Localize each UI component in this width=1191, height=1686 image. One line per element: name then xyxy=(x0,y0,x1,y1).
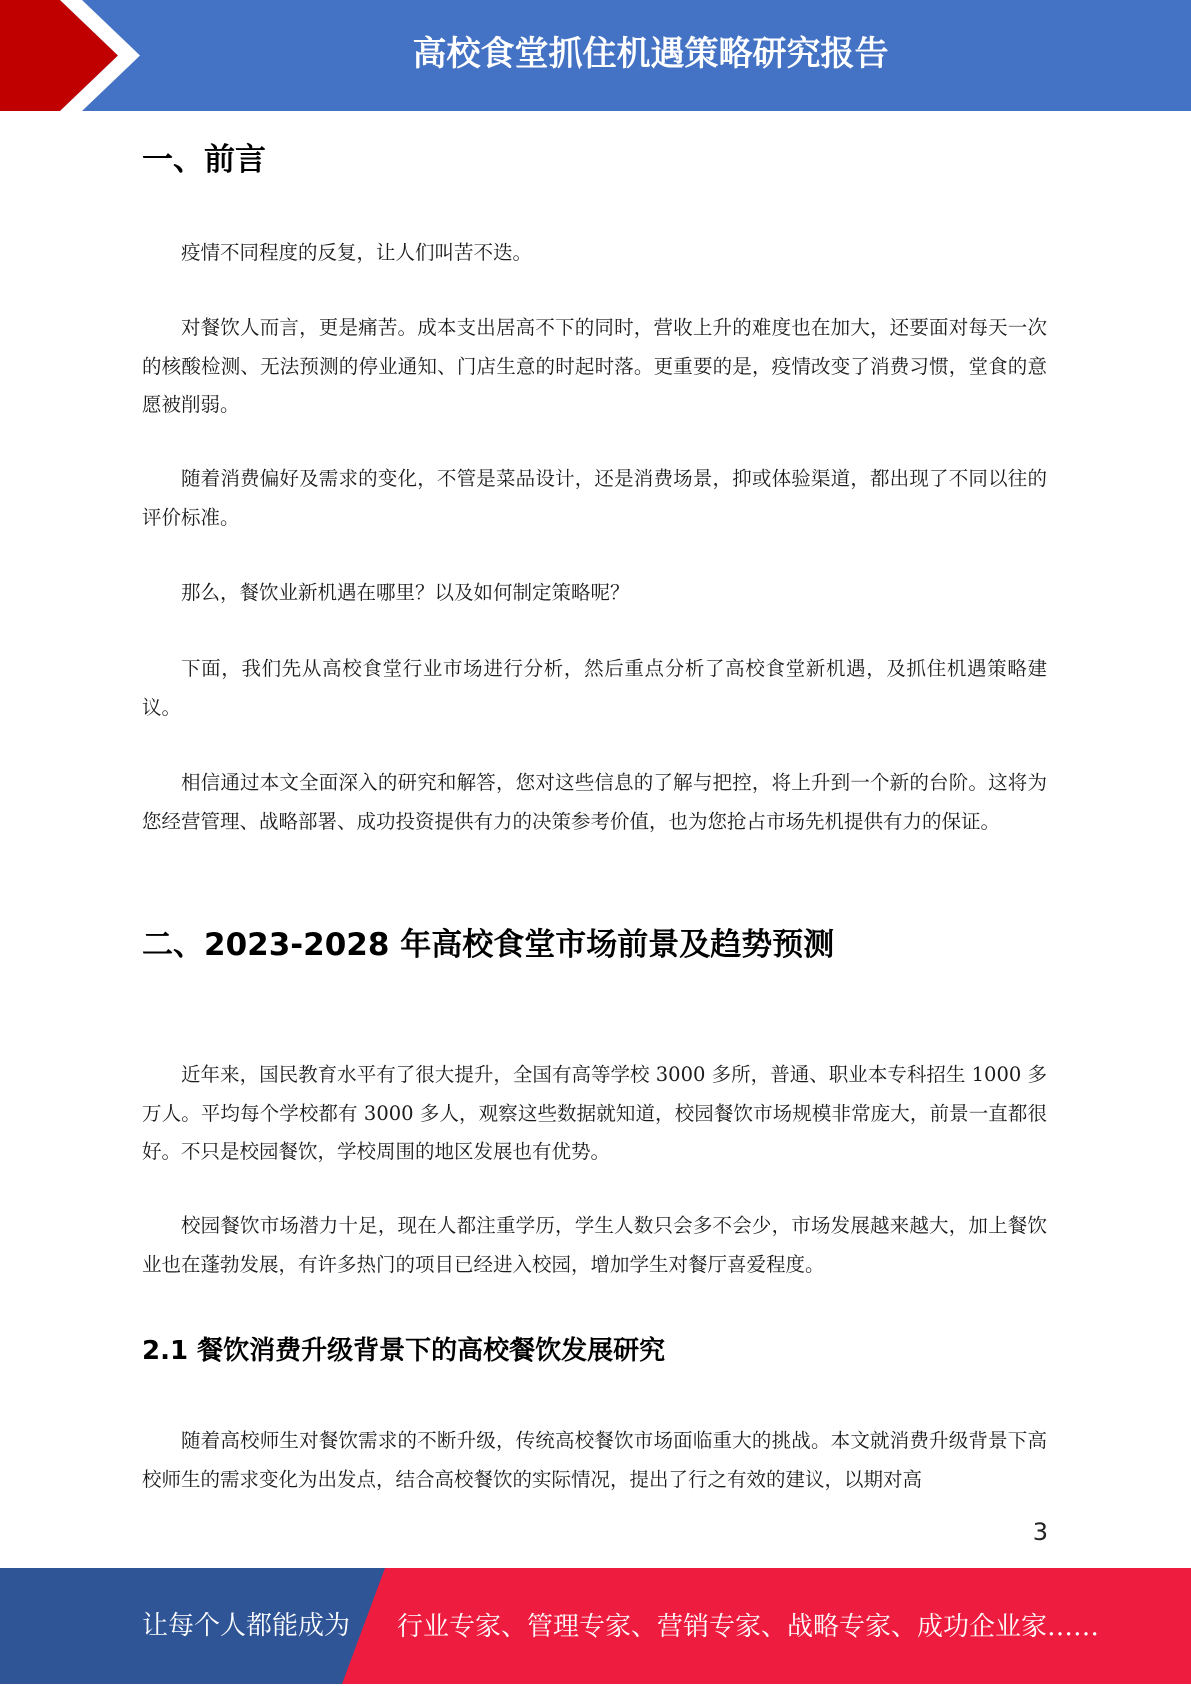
paragraph: 下面，我们先从高校食堂行业市场进行分析，然后重点分析了高校食堂新机遇，及抓住机遇策略建议。 xyxy=(142,657,1047,719)
paragraph: 疫情不同程度的反复，让人们叫苦不迭。 xyxy=(181,241,533,264)
footer-band xyxy=(0,1568,1191,1684)
paragraph: 近年来，国民教育水平有了很大提升，全国有高等学校 3000 多所，普通、职业本专科招生 1000 多万人。平均每个学校都有 3000 多人，观察这些数据就知道，校园餐饮市场规模非常庞大，前景一直都很好。不只是校园餐饮，学校周围的地区发展也有优势。 xyxy=(142,1063,1047,1163)
footer-slogan-right: 行业专家、管理专家、营销专家、战略专家、成功企业家…… xyxy=(397,1612,1100,1642)
report-title: 高校食堂抓住机遇策略研究报告 xyxy=(412,34,889,74)
header-band xyxy=(0,0,1191,111)
paragraph: 对餐饮人而言，更是痛苦。成本支出居高不下的同时，营收上升的难度也在加大，还要面对每天一次的核酸检测、无法预测的停业通知、门店生意的时起时落。更重要的是，疫情改变了消费习惯，堂食的意愿被削弱。 xyxy=(142,316,1047,416)
paragraph: 随着消费偏好及需求的变化，不管是菜品设计，还是消费场景，抑或体验渠道，都出现了不同以往的评价标准。 xyxy=(142,467,1047,529)
paragraph: 相信通过本文全面深入的研究和解答，您对这些信息的了解与把控，将上升到一个新的台阶。这将为您经营管理、战略部署、成功投资提供有力的决策参考价值，也为您抢占市场先机提供有力的保证。 xyxy=(142,771,1047,833)
footer-slogan-left: 让每个人都能成为 xyxy=(142,1611,351,1641)
section-heading-market-outlook: 二、2023-2028 年高校食堂市场前景及趋势预测 xyxy=(142,927,835,963)
paragraph: 随着高校师生对餐饮需求的不断升级，传统高校餐饮市场面临重大的挑战。本文就消费升级背景下高校师生的需求变化为出发点，结合高校餐饮的实际情况，提出了行之有效的建议，以期对高 xyxy=(142,1429,1047,1491)
paragraph: 校园餐饮市场潜力十足，现在人都注重学历，学生人数只会多不会少，市场发展越来越大，加上餐饮业也在蓬勃发展，有许多热门的项目已经进入校园，增加学生对餐厅喜爱程度。 xyxy=(142,1214,1047,1276)
section-heading-preface: 一、前言 xyxy=(142,142,266,178)
subsection-heading-2-1: 2.1 餐饮消费升级背景下的高校餐饮发展研究 xyxy=(142,1336,666,1366)
paragraph: 那么，餐饮业新机遇在哪里？以及如何制定策略呢？ xyxy=(181,581,630,604)
page-number: 3 xyxy=(1032,1518,1048,1546)
header-chevron-decoration xyxy=(0,0,150,111)
